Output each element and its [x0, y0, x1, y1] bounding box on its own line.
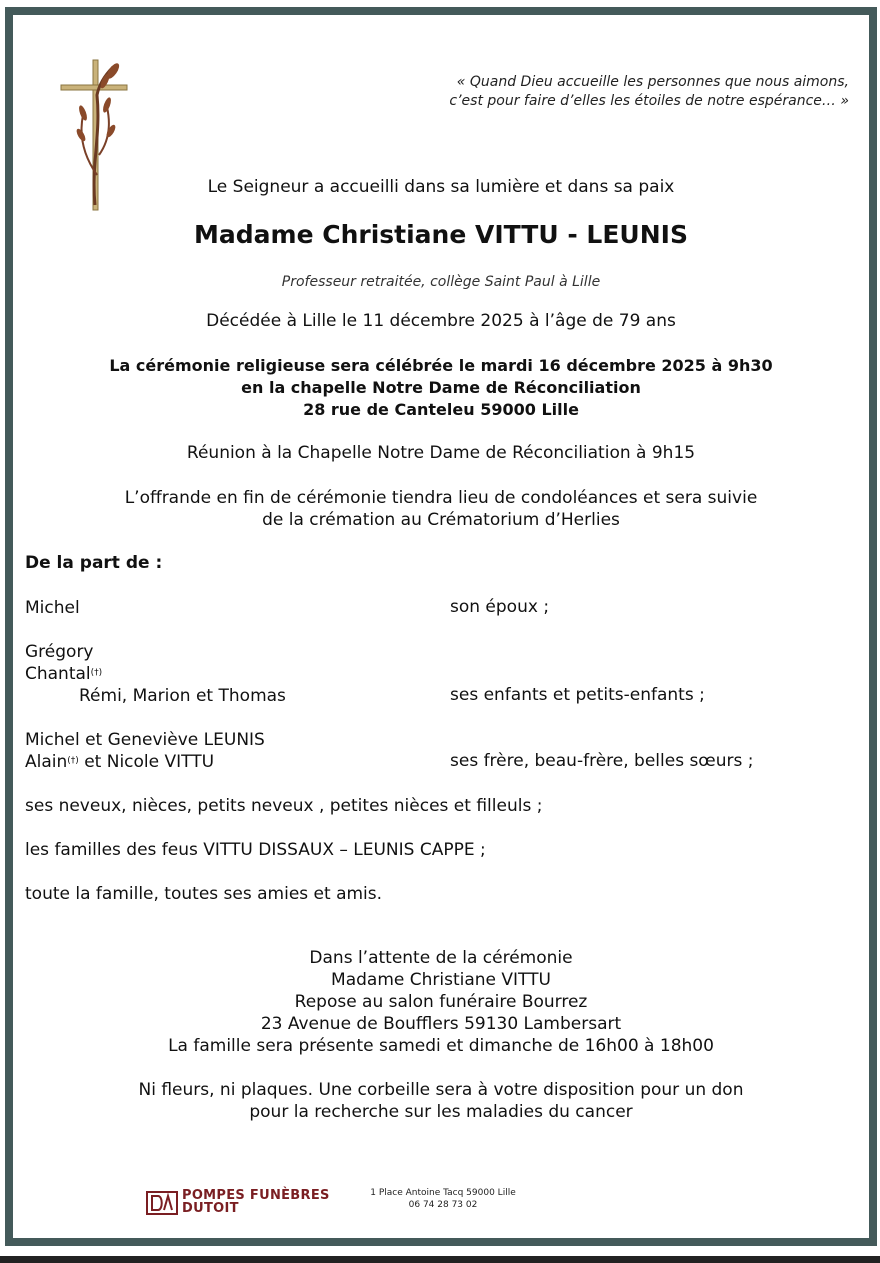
footer-address: 1 Place Antoine Tacq 59000 Lille	[370, 1188, 516, 1198]
from-heading: De la part de :	[25, 553, 163, 573]
flowers-line-2: pour la recherche sur les maladies du cancer	[249, 1102, 633, 1122]
offering-block	[13, 487, 869, 531]
logo-line-1: POMPES FUNÈBRES	[182, 1188, 330, 1203]
family-nephews: ses neveux, nièces, petits neveux , petites nièces et filleuls ;	[25, 796, 543, 816]
logo-mark-icon	[146, 1191, 178, 1215]
viewing-block	[13, 947, 869, 1057]
deceased-name: Madame Christiane VITTU - LEUNIS	[194, 220, 688, 249]
viewing-line-2: Madame Christiane VITTU	[331, 970, 551, 990]
ceremony-line-1: La cérémonie religieuse sera célébrée le mardi 16 décembre 2025 à 9h30	[109, 356, 773, 375]
funeral-home-contact	[353, 1187, 533, 1211]
family-sibling-1: Michel et Geneviève LEUNIS	[25, 730, 265, 750]
relation-children: ses enfants et petits-enfants ;	[450, 685, 705, 705]
viewing-line-1: Dans l’attente de la cérémonie	[309, 948, 573, 968]
ceremony-line-3: 28 rue de Canteleu 59000 Lille	[303, 400, 579, 419]
ceremony-block	[13, 355, 869, 421]
relation-husband: son époux ;	[450, 597, 550, 617]
family-child-1: Grégory	[25, 642, 94, 662]
family-families: les familles des feus VITTU DISSAUX – LEUNIS CAPPE ;	[25, 840, 486, 860]
footer-phone: 06 74 28 73 02	[408, 1200, 478, 1210]
epigraph-quote	[329, 73, 849, 111]
family-child-2	[25, 663, 102, 685]
family-grandchildren: Rémi, Marion et Thomas	[79, 686, 286, 706]
flowers-line-1: Ni fleurs, ni plaques. Une corbeille sera à votre disposition pour un don	[138, 1080, 744, 1100]
family-sibling-2	[25, 751, 214, 773]
sibling-2-rest: et Nicole VITTU	[78, 752, 215, 772]
family-husband: Michel	[25, 598, 80, 618]
logo-wordmark	[182, 1189, 330, 1215]
bottom-edge	[0, 1256, 880, 1263]
viewing-line-4: 23 Avenue de Boufflers 59130 Lambersart	[260, 1014, 622, 1034]
quote-line-1: « Quand Dieu accueille les personnes que nous aimons,	[456, 74, 849, 90]
occupation: Professeur retraitée, collège Saint Paul à Lille	[281, 274, 601, 290]
child-2-name: Chantal	[25, 664, 91, 684]
deceased-mark: (†)	[90, 668, 103, 678]
flowers-block	[13, 1079, 869, 1123]
intro-text: Le Seigneur a accueilli dans sa lumière et dans sa paix	[207, 177, 675, 197]
logo-line-2: DUTOIT	[182, 1201, 239, 1216]
relation-siblings: ses frère, beau-frère, belles sœurs ;	[450, 751, 754, 771]
offering-line-2: de la crémation au Crématorium d’Herlies	[262, 510, 620, 530]
quote-line-2: c’est pour faire d’elles les étoiles de notre espérance… »	[449, 93, 849, 109]
viewing-line-3: Repose au salon funéraire Bourrez	[294, 992, 588, 1012]
death-statement: Décédée à Lille le 11 décembre 2025 à l’âge de 79 ans	[206, 311, 676, 331]
offering-line-1: L’offrande en fin de cérémonie tiendra lieu de condoléances et sera suivie	[124, 488, 758, 508]
sibling-2-first: Alain	[25, 752, 68, 772]
notice-frame	[5, 7, 877, 1246]
family-all: toute la famille, toutes ses amies et amis.	[25, 884, 383, 904]
funeral-home-logo	[146, 1189, 346, 1217]
ceremony-line-2: en la chapelle Notre Dame de Réconciliation	[241, 378, 641, 397]
viewing-line-5: La famille sera présente samedi et dimanche de 16h00 à 18h00	[168, 1036, 714, 1056]
reunion-text: Réunion à la Chapelle Notre Dame de Réconciliation à 9h15	[186, 443, 696, 463]
deceased-mark: (†)	[67, 756, 79, 766]
